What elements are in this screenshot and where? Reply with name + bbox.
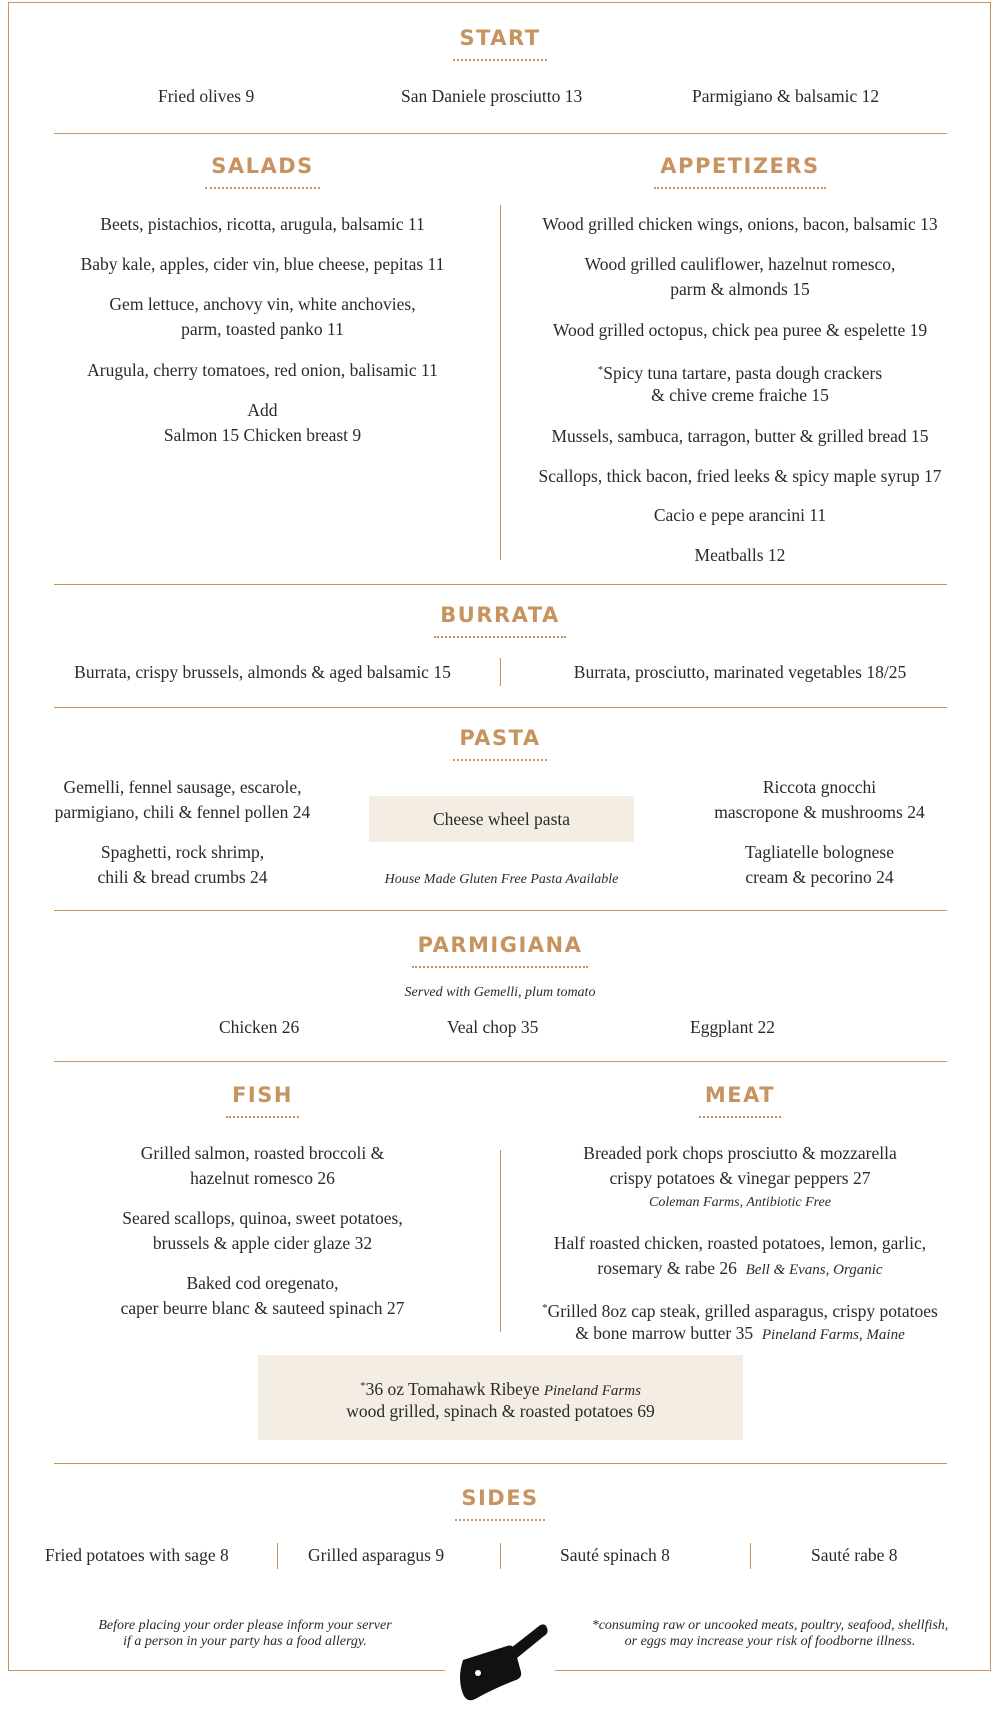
divider	[54, 1463, 947, 1464]
menu-item: Breaded pork chops prosciutto & mozzarella	[583, 1143, 897, 1163]
menu-item: Eggplant 22	[690, 1017, 776, 1037]
menu-item: Wood grilled cauliflower, hazelnut romesco,	[584, 254, 896, 274]
menu-item: Fried potatoes with sage 8	[45, 1545, 229, 1565]
menu-item: Half roasted chicken, roasted potatoes, lemon, garlic,	[553, 1233, 927, 1253]
menu-item: Cacio e pepe arancini 11	[653, 505, 827, 525]
menu-item: mascropone & mushrooms 24	[714, 802, 925, 822]
menu-item: Grilled salmon, roasted broccoli &	[140, 1143, 385, 1163]
farm-source: Pineland Farms, Maine	[761, 1327, 905, 1343]
tomahawk-desc: wood grilled, spinach & roasted potatoes 69	[346, 1401, 655, 1421]
menu-item: Meatballs 12	[694, 545, 786, 565]
cleaver-icon	[455, 1618, 550, 1708]
menu-item-raw: *Spicy tuna tartare, pasta dough crackers	[597, 363, 883, 383]
menu-item: Fried olives 9	[158, 86, 255, 106]
divider	[54, 1061, 947, 1062]
raw-marker: *	[597, 364, 604, 376]
menu-item: Baked cod oregenato,	[186, 1273, 339, 1293]
menu-item: parm & almonds 15	[670, 279, 810, 299]
section-title-burrata: BURRATA	[0, 603, 1000, 638]
farm-source: Coleman Farms, Antibiotic Free	[649, 1195, 831, 1210]
divider	[54, 910, 947, 911]
menu-item: Beets, pistachios, ricotta, arugula, balsamic 11	[100, 214, 425, 234]
menu-item: chili & bread crumbs 24	[97, 867, 268, 887]
menu-item: Riccota gnocchi	[762, 777, 877, 797]
column-divider	[277, 1543, 278, 1569]
gluten-free-note: House Made Gluten Free Pasta Available	[384, 872, 619, 887]
menu-item: rosemary & rabe 26 Bell & Evans, Organic	[597, 1258, 883, 1278]
consumption-warning: *consuming raw or uncooked meats, poultry, seafood, shellfish, or eggs may increase your risk of foodborne illness.	[591, 1618, 949, 1649]
raw-marker: *	[542, 1302, 548, 1314]
section-title-fish: FISH	[0, 1083, 525, 1118]
menu-item: Sauté rabe 8	[811, 1545, 898, 1565]
menu-item: Wood grilled chicken wings, onions, bacon, balsamic 13	[542, 214, 938, 234]
section-title-meat: MEAT	[500, 1083, 980, 1118]
menu-item: cream & pecorino 24	[745, 867, 894, 887]
salad-add-label: Add	[247, 400, 278, 420]
menu-item: Seared scallops, quinoa, sweet potatoes,	[122, 1208, 403, 1228]
parmigiana-note: Served with Gemelli, plum tomato	[404, 985, 596, 1000]
menu-item: brussels & apple cider glaze 32	[152, 1233, 373, 1253]
menu-item: Arugula, cherry tomatoes, red onion, balisamic 11	[87, 360, 438, 380]
menu-item: Sauté spinach 8	[560, 1545, 670, 1565]
menu-item: parmigiano, chili & fennel pollen 24	[54, 802, 311, 822]
menu-item: parm, toasted panko 11	[181, 319, 344, 339]
menu-item: Parmigiano & balsamic 12	[692, 86, 880, 106]
menu-item: Scallops, thick bacon, fried leeks & spicy maple syrup 17	[538, 466, 942, 486]
menu-item: Wood grilled octopus, chick pea puree & espelette 19	[552, 320, 928, 340]
column-divider	[750, 1543, 751, 1569]
section-title-parmigiana: PARMIGIANA	[0, 933, 1000, 968]
allergy-notice: Before placing your order please inform your server if a person in your party has a food allergy.	[98, 1618, 392, 1649]
salad-add-options: Salmon 15 Chicken breast 9	[163, 425, 362, 445]
menu-item-raw: *Grilled 8oz cap steak, grilled asparagus, crispy potatoes	[542, 1301, 938, 1321]
menu-item: Mussels, sambuca, tarragon, butter & grilled bread 15	[551, 426, 929, 446]
menu-item: Baby kale, apples, cider vin, blue cheese, pepitas 11	[80, 254, 445, 274]
menu-item: Chicken 26	[219, 1017, 300, 1037]
menu-item: Veal chop 35	[447, 1017, 539, 1037]
farm-source: Bell & Evans, Organic	[745, 1262, 883, 1278]
menu-item: Tagliatelle bolognese	[745, 842, 894, 862]
divider	[54, 707, 947, 708]
menu-item: & bone marrow butter 35 Pineland Farms, Maine	[575, 1323, 905, 1343]
menu-item: Gemelli, fennel sausage, escarole,	[63, 777, 302, 797]
menu-item: Spaghetti, rock shrimp,	[100, 842, 265, 862]
menu-item: crispy potatoes & vinegar peppers 27	[609, 1168, 871, 1188]
menu-item-feature: Cheese wheel pasta	[432, 809, 571, 829]
section-title-pasta: PASTA	[0, 726, 1000, 761]
farm-source: Pineland Farms	[543, 1383, 641, 1399]
menu-item: Grilled asparagus 9	[308, 1545, 445, 1565]
frame-bottom-left	[8, 1670, 445, 1671]
menu-item: Burrata, crispy brussels, almonds & aged balsamic 15	[74, 662, 451, 682]
menu-item: Burrata, prosciutto, marinated vegetables 18/25	[573, 662, 907, 682]
menu-item: hazelnut romesco 26	[190, 1168, 335, 1188]
section-title-start: START	[0, 26, 1000, 61]
section-title-salads: SALADS	[0, 154, 525, 189]
frame-bottom-right	[555, 1670, 991, 1671]
tomahawk-title: *36 oz Tomahawk Ribeye Pineland Farms	[360, 1379, 641, 1399]
divider	[54, 584, 947, 585]
column-divider	[500, 1543, 501, 1569]
menu-item: & chive creme fraiche 15	[651, 385, 829, 405]
menu-item: Gem lettuce, anchovy vin, white anchovies,	[109, 294, 416, 314]
menu-item: caper beurre blanc & sauteed spinach 27	[120, 1298, 405, 1318]
section-title-appetizers: APPETIZERS	[500, 154, 980, 189]
menu-item: San Daniele prosciutto 13	[401, 86, 583, 106]
divider	[54, 133, 947, 134]
section-title-sides: SIDES	[0, 1486, 1000, 1521]
